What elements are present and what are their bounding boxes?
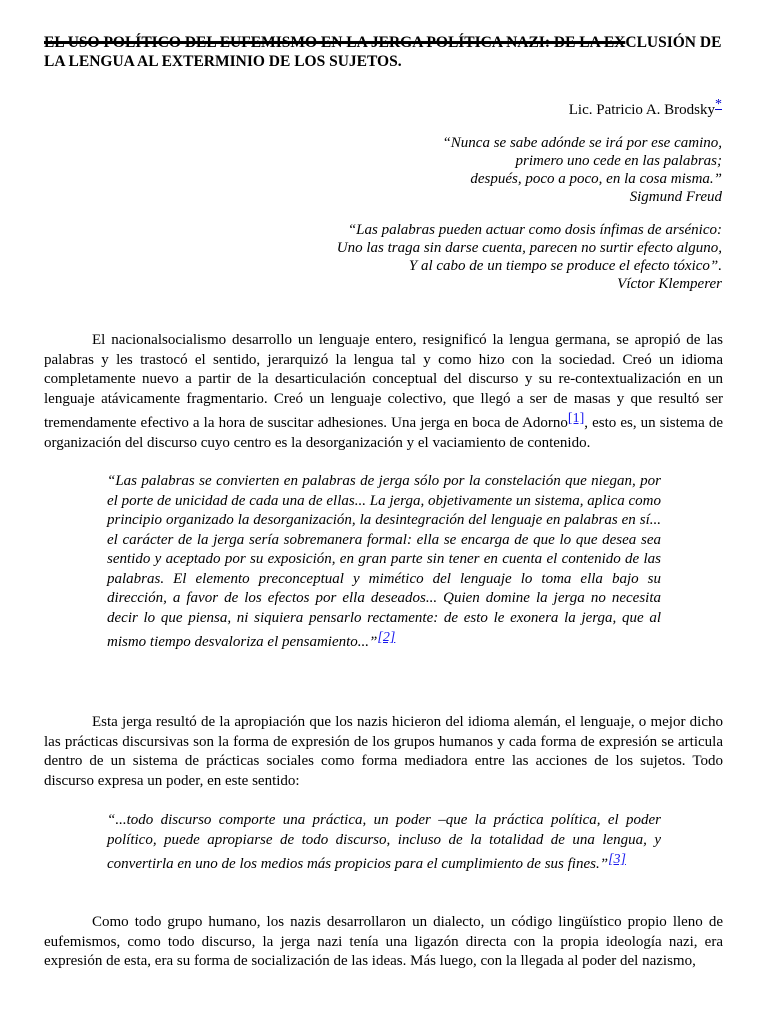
block-quote-discourse	[107, 811, 661, 875]
epigraph-attribution: Sigmund Freud	[629, 189, 722, 205]
block-quote-adorno	[107, 472, 661, 653]
quote-text: “...todo discurso comporte una práctica, un poder –que la práctica política, el poder político, puede apropiarse de todo discurso, incluso de la totalidad de una lengua, y convertirla en uno de los medios más propicios para el cumplimiento de sus fines.”	[107, 812, 661, 872]
body-paragraph-3: Como todo grupo humano, los nazis desarrollaron un dialecto, un código lingüístico propio lleno de eufemismos, como todo discurso, la jerga nazi tenía una ligazón directa con la propia ideología nazi, era expresión de esta, era su forma de socialización de las ideas. Más luego, con la llegada al poder del nazismo,	[44, 914, 723, 969]
title-struck-text: EL USO POLÍTICO DEL EUFEMISMO EN LA JERGA POLÍTICA NAZI: DE LA EX	[44, 34, 626, 51]
body-paragraph-2: Esta jerga resultó de la apropiación que los nazis hicieron del idioma alemán, el lenguaje, o mejor dicho las prácticas discursivas son la forma de expresión de los grupos humanos y cada forma de expresión se articula dentro de un sistema de prácticas sociales como forma mediadora entre las acciones de los sujetos. Todo discurso expresa un poder, en este sentido:	[44, 714, 723, 789]
epigraph-line: Uno las traga sin darse cuenta, parecen no surtir efecto alguno,	[336, 240, 722, 256]
author-line	[569, 95, 722, 120]
paragraph-text: El nacionalsocialismo desarrollo un lenguaje entero, resignificó la lengua germana, se apropió de las palabras y les trastocó el sentido, jerarquizó la lengua tal y como hizo con la sociedad. Creó un idioma completamente nuevo a partir de la desarticulación conceptual del discurso y su re-contextualización en un lenguaje atávicamente fragmentario. Creó un lenguaje colectivo, que llegó a ser de masas y que resultó ser tremendamente efectivo a la hora de suscitar adhesiones. Una jerga en boca de Adorno	[44, 332, 723, 431]
author-footnote-link[interactable]: *	[715, 97, 722, 112]
author-name: Lic. Patricio A. Brodsky	[568, 102, 715, 118]
epigraph-line: Y al cabo de un tiempo se produce el efecto tóxico”.	[408, 258, 722, 274]
footnote-link-1[interactable]: [1]	[567, 411, 585, 426]
footnote-link-3[interactable]: [3]	[608, 852, 626, 867]
epigraph-freud	[202, 134, 722, 206]
epigraph-line: después, poco a poco, en la cosa misma.”	[470, 171, 722, 187]
document-title	[44, 33, 724, 71]
epigraph-attribution: Víctor Klemperer	[617, 276, 722, 292]
paragraph-text: , esto es, un sistema de organización del discurso cuyo centro es la desorganización y el vaciamiento de contenido.	[44, 415, 724, 451]
title-text: CLUSIÓN DE LA LENGUA AL EXTERMINIO DE LOS SUJETOS.	[44, 34, 722, 70]
epigraph-line: “Nunca se sabe adónde se irá por ese camino,	[442, 135, 722, 151]
footnote-link-2[interactable]: [2]	[377, 630, 396, 645]
body-paragraph-1	[44, 331, 723, 453]
epigraph-line: “Las palabras pueden actuar como dosis ínfimas de arsénico:	[347, 222, 722, 238]
epigraph-line: primero uno cede en las palabras;	[515, 153, 722, 169]
quote-text: “Las palabras se convierten en palabras de jerga sólo por la constelación que niegan, por el porte de unicidad de cada una de ellas... La jerga, objetivamente un sistema, aplica como principio organizado la desorganización, la desintegración del lenguaje en palabras en sí... el carácter de la jerga sería sobremanera formal: ella se encarga de que lo que desea sea sentido y aceptado por su exposición, en gran parte sin tener en cuenta el contenido de las palabras. El elemento preconceptual y mimético del lenguaje lo toma ella bajo su dirección, a favor de los efectos por ella deseados... Quien domine la jerga no necesita decir lo que piensa, ni siquiera pensarlo rectamente: de esto le exonera la jerga, que al mismo tiempo desvaloriza el pensamiento...”	[107, 473, 661, 650]
epigraph-klemperer	[202, 221, 722, 293]
